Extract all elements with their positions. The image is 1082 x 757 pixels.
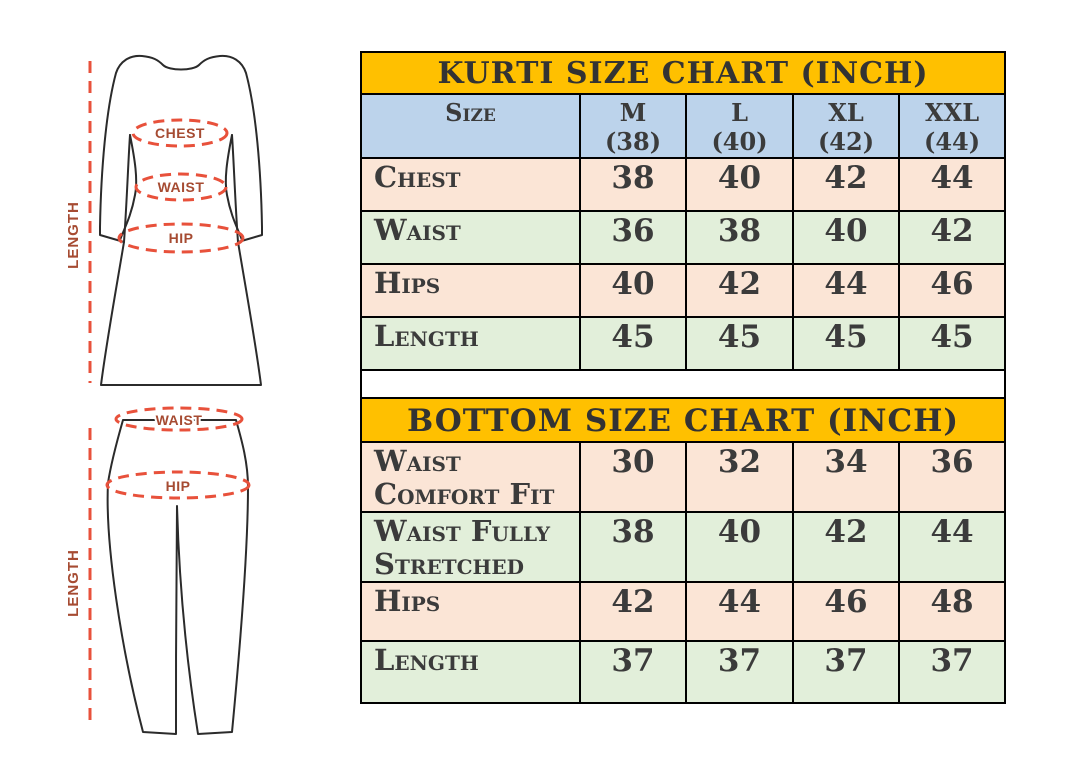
kurti-length-label: LENGTH xyxy=(65,201,82,269)
size-bust: (40) xyxy=(711,127,768,156)
value-cell: 46 xyxy=(899,264,1005,317)
value-cell: 44 xyxy=(899,512,1005,582)
value-cell: 45 xyxy=(686,317,793,370)
pants-outline xyxy=(108,420,248,734)
value-cell: 42 xyxy=(793,512,899,582)
kurti-waist-row xyxy=(361,211,1005,264)
value-cell: 37 xyxy=(793,641,899,703)
value-cell: 40 xyxy=(686,512,793,582)
size-name: M xyxy=(619,98,647,127)
value-cell: 42 xyxy=(793,158,899,211)
pants-waist-label: WAIST xyxy=(155,412,203,428)
value-cell: 40 xyxy=(686,158,793,211)
row-label: Hips xyxy=(361,264,580,317)
header-size-cell: Size xyxy=(361,94,580,158)
value-cell: 48 xyxy=(899,582,1005,641)
row-label: Hips xyxy=(361,582,580,641)
value-cell: 40 xyxy=(793,211,899,264)
value-cell: 42 xyxy=(580,582,686,641)
value-cell: 44 xyxy=(899,158,1005,211)
kurti-chest-label: CHEST xyxy=(155,125,205,141)
value-cell: 45 xyxy=(793,317,899,370)
bottom-chart-title-row xyxy=(361,398,1005,442)
header-col-m xyxy=(580,94,686,158)
bottom-chart-title: BOTTOM SIZE CHART (INCH) xyxy=(361,398,1005,442)
kurti-length-row xyxy=(361,317,1005,370)
size-tables-container xyxy=(360,51,1006,704)
value-cell: 40 xyxy=(580,264,686,317)
size-name: XXL xyxy=(924,98,980,127)
value-cell: 46 xyxy=(793,582,899,641)
value-cell: 38 xyxy=(580,158,686,211)
kurti-chart-title: KURTI SIZE CHART (INCH) xyxy=(361,52,1005,94)
value-cell: 45 xyxy=(580,317,686,370)
pants-hip-label: HIP xyxy=(165,478,191,494)
size-name: XL xyxy=(828,98,864,127)
kurti-chest-row xyxy=(361,158,1005,211)
size-bust: (44) xyxy=(923,127,981,156)
spacer-row xyxy=(361,370,1005,398)
bottom-length-row xyxy=(361,641,1005,703)
value-cell: 30 xyxy=(580,442,686,512)
value-cell: 36 xyxy=(580,211,686,264)
size-bust: (42) xyxy=(817,127,875,156)
value-cell: 37 xyxy=(899,641,1005,703)
kurti-outline xyxy=(100,56,262,385)
size-name: L xyxy=(731,98,748,127)
bottom-waist-stretched-row xyxy=(361,512,1005,582)
row-label: Waist Fully Stretched xyxy=(361,512,580,582)
kurti-chart-header-row xyxy=(361,94,1005,158)
spacer-cell xyxy=(361,370,1005,398)
kurti-diagram xyxy=(58,45,318,400)
value-cell: 36 xyxy=(899,442,1005,512)
kurti-hip-label: HIP xyxy=(168,230,194,246)
value-cell: 44 xyxy=(686,582,793,641)
value-cell: 45 xyxy=(899,317,1005,370)
size-bust: (38) xyxy=(604,127,662,156)
value-cell: 34 xyxy=(793,442,899,512)
pants-length-label: LENGTH xyxy=(65,549,82,617)
value-cell: 38 xyxy=(686,211,793,264)
value-cell: 37 xyxy=(580,641,686,703)
kurti-chart-title-row xyxy=(361,52,1005,94)
row-label: Waist Comfort Fit xyxy=(361,442,580,512)
value-cell: 44 xyxy=(793,264,899,317)
kurti-hips-row xyxy=(361,264,1005,317)
header-col-xxl xyxy=(899,94,1005,158)
value-cell: 42 xyxy=(899,211,1005,264)
row-label: Length xyxy=(361,317,580,370)
value-cell: 32 xyxy=(686,442,793,512)
bottom-hips-row xyxy=(361,582,1005,641)
bottom-waist-comfort-row xyxy=(361,442,1005,512)
value-cell: 38 xyxy=(580,512,686,582)
value-cell: 37 xyxy=(686,641,793,703)
header-col-xl xyxy=(793,94,899,158)
pants-diagram xyxy=(58,403,318,748)
row-label: Length xyxy=(361,641,580,703)
row-label: Chest xyxy=(361,158,580,211)
value-cell: 42 xyxy=(686,264,793,317)
size-tables xyxy=(360,51,1006,704)
header-col-l xyxy=(686,94,793,158)
row-label: Waist xyxy=(361,211,580,264)
kurti-waist-label: WAIST xyxy=(157,179,205,195)
